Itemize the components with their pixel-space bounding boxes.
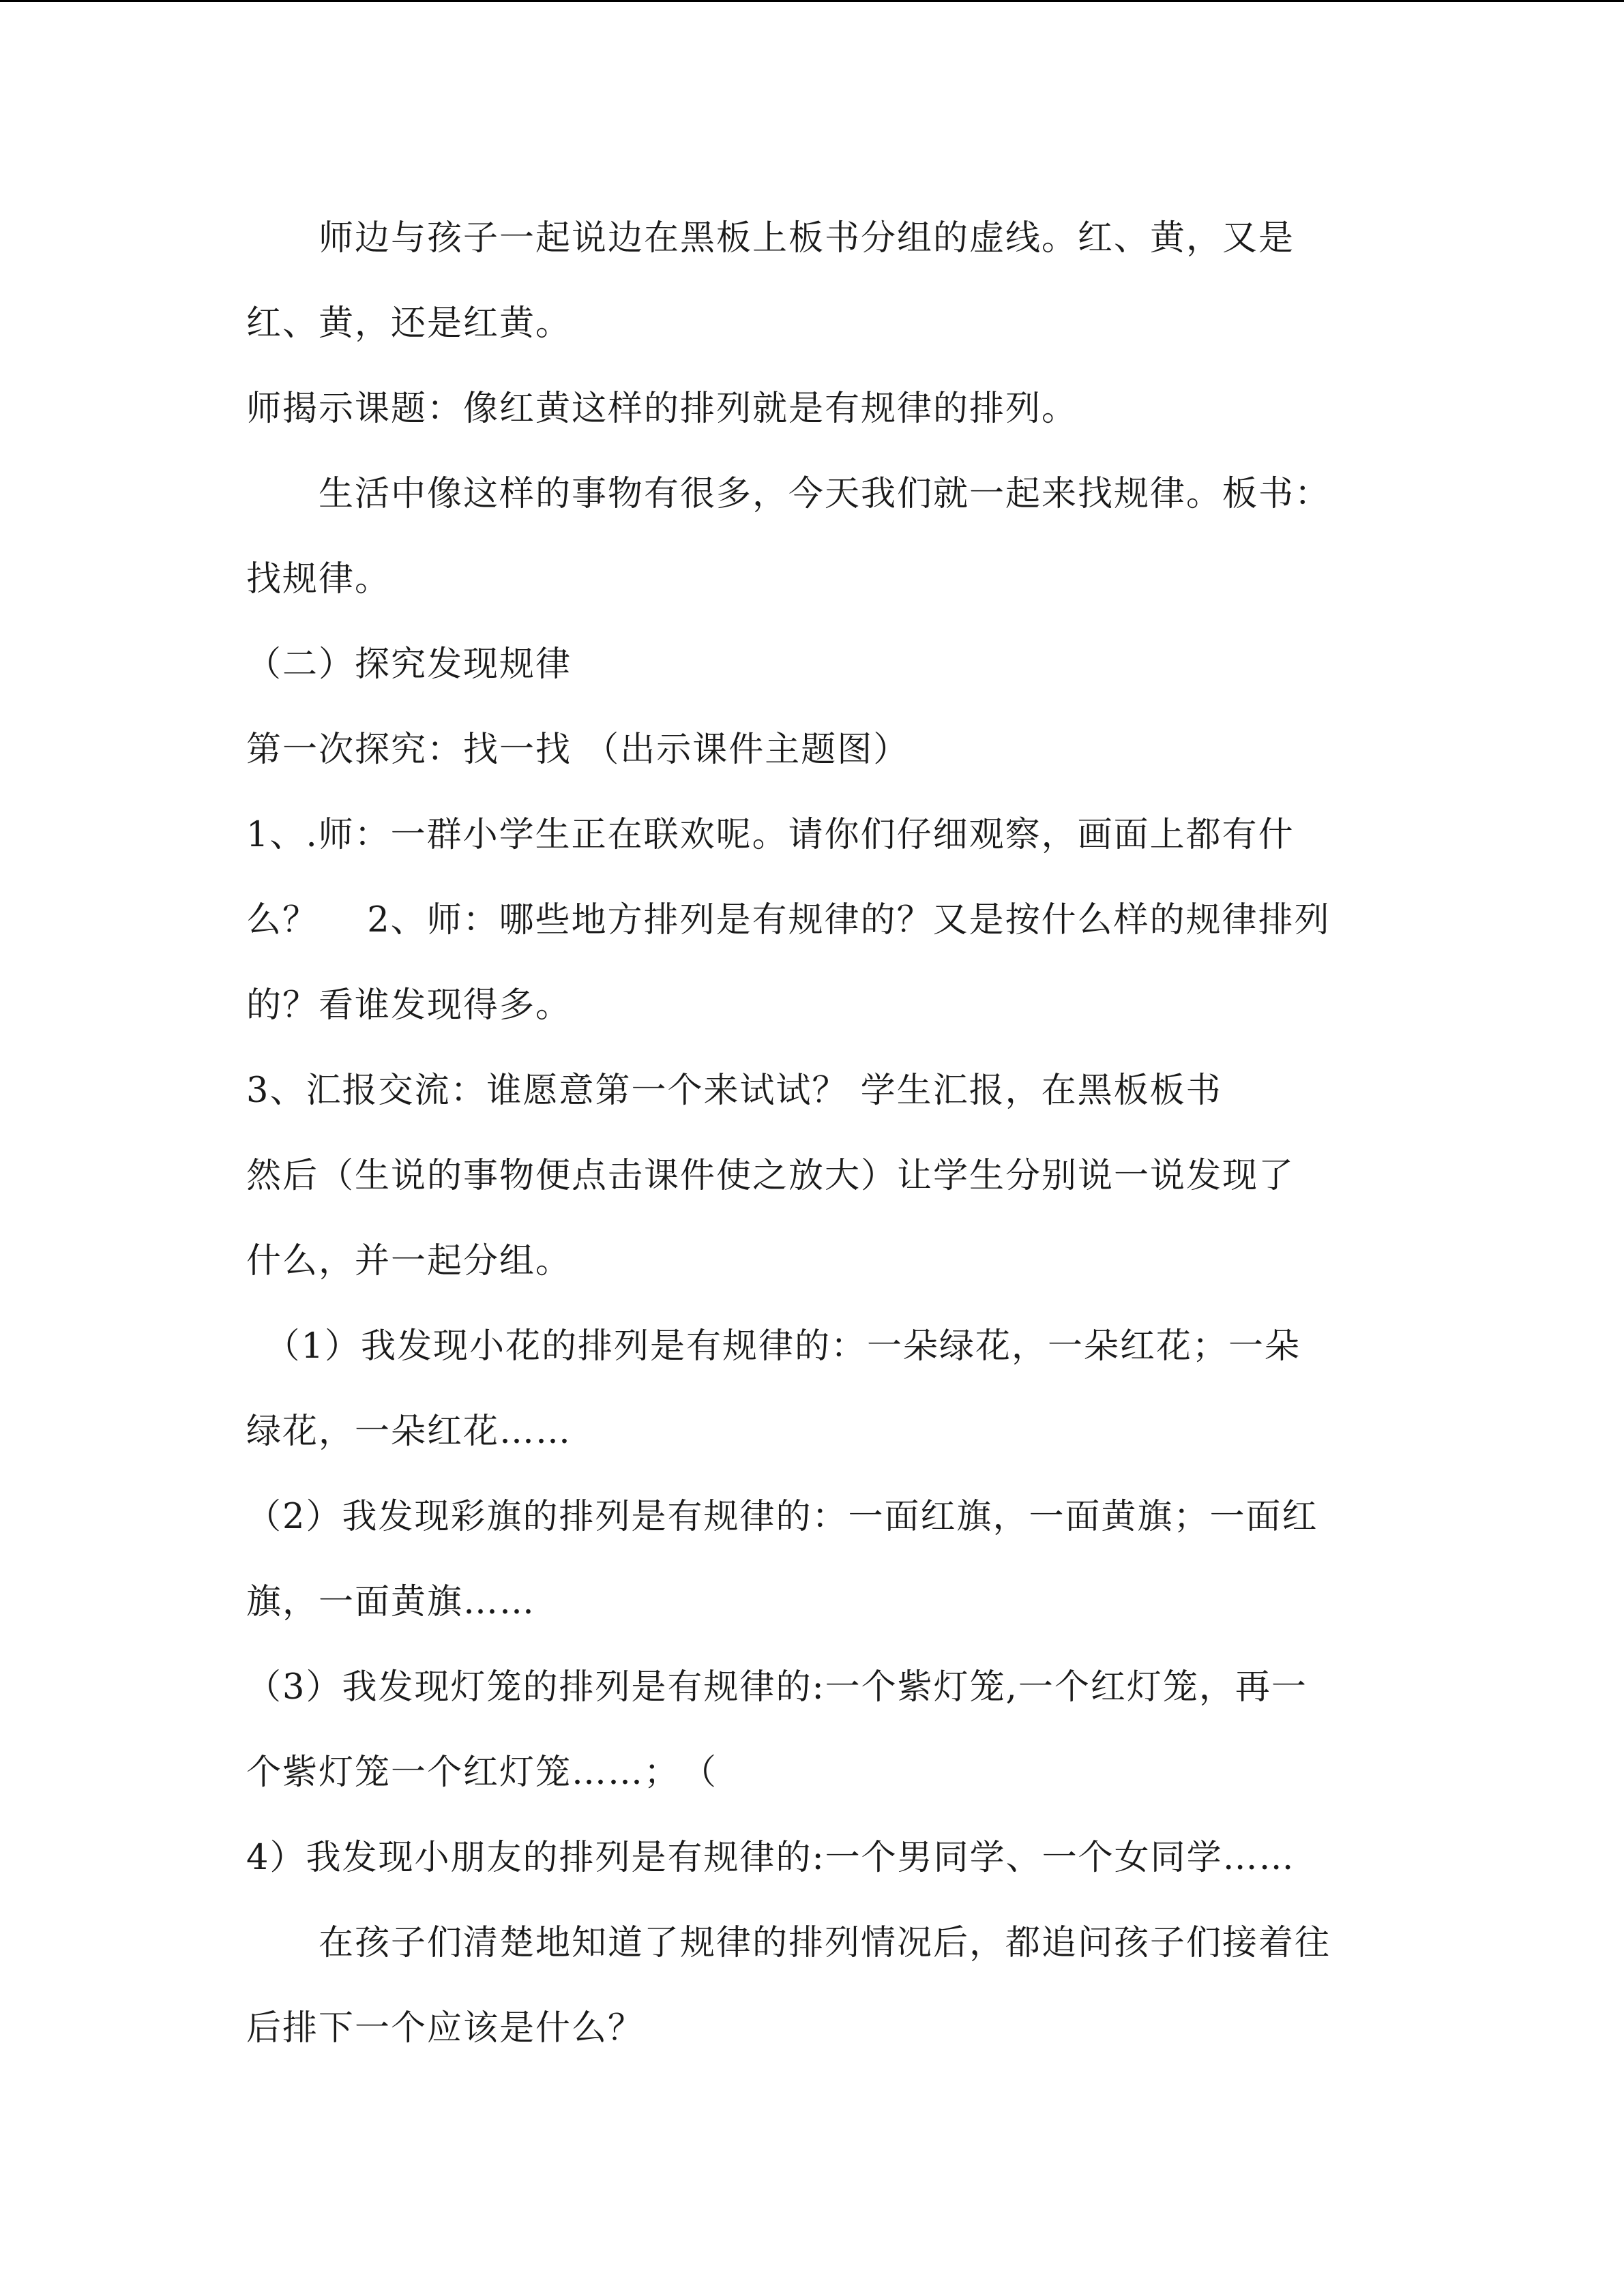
text-line: 个紫灯笼一个红灯笼……； （ <box>246 1753 718 1793</box>
text-line: （2）我发现彩旗的排列是有规律的：一面红旗，一面黄旗；一面红 <box>246 1497 1318 1537</box>
text-line: 的？看谁发现得多。 <box>246 985 572 1026</box>
text-line: 绿花，一朵红花…… <box>246 1412 572 1452</box>
text-line: 生活中像这样的事物有很多，今天我们就一起来找规律。板书： <box>246 474 1331 514</box>
section-heading: （二）探究发现规律 <box>246 644 572 685</box>
text-line: 第一次探究：找一找 （出示课件主题图） <box>246 730 910 770</box>
text-line: 1、.师：一群小学生正在联欢呢。请你们仔细观察，画面上都有什 <box>246 815 1295 855</box>
text-line: 找规律。 <box>246 559 392 599</box>
text-line: 师边与孩子一起说边在黑板上板书分组的虚线。红、黄，又是 <box>246 218 1295 258</box>
text-line: 4）我发现小朋友的排列是有规律的:一个男同学、一个女同学…… <box>246 1838 1295 1878</box>
page-top-border <box>0 0 1624 2</box>
text-line: 么？ 2、师：哪些地方排列是有规律的？又是按什么样的规律排列 <box>246 900 1331 940</box>
text-line: 红、黄，还是红黄。 <box>246 303 572 344</box>
text-line: （1）我发现小花的排列是有规律的：一朵绿花，一朵红花；一朵 <box>246 1326 1301 1367</box>
text-line: 师揭示课题：像红黄这样的排列就是有规律的排列。 <box>246 389 1078 429</box>
text-line: 什么，并一起分组。 <box>246 1241 572 1281</box>
text-line: 3、汇报交流：谁愿意第一个来试试？ 学生汇报，在黑板板书 <box>246 1071 1222 1111</box>
text-line: 后排下一个应该是什么？ <box>246 2008 645 2048</box>
text-line: 然后（生说的事物便点击课件使之放大）让学生分别说一说发现了 <box>246 1156 1295 1196</box>
text-line: 在孩子们清楚地知道了规律的排列情况后，都追问孩子们接着往 <box>246 1923 1331 1963</box>
text-line: 旗，一面黄旗…… <box>246 1582 536 1622</box>
text-line: （3）我发现灯笼的排列是有规律的:一个紫灯笼,一个红灯笼，再一 <box>246 1667 1308 1708</box>
